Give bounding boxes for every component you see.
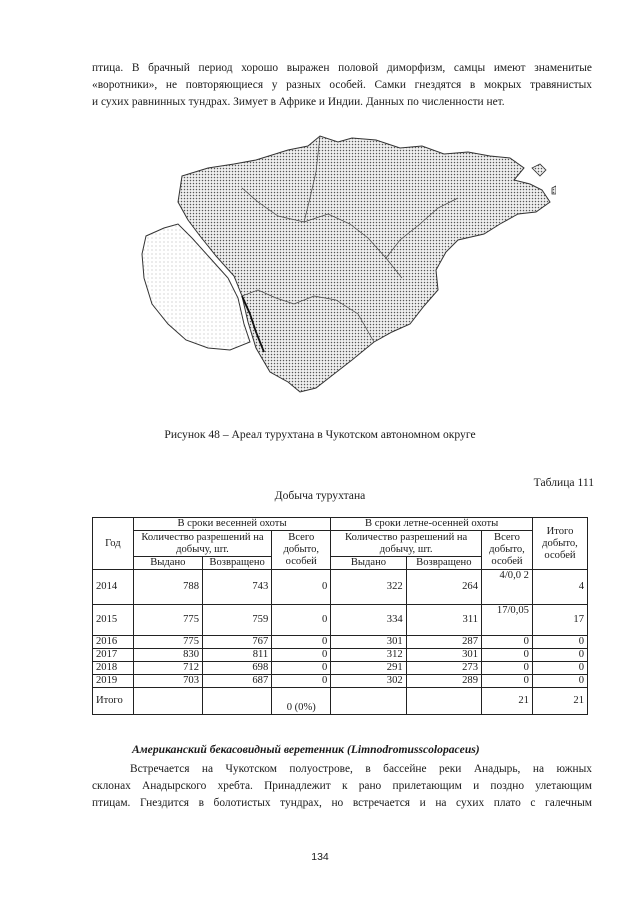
header-year: Год [93, 518, 134, 570]
cell-spring-total: 0 [272, 605, 331, 636]
intro-line: «воротники», не повторяющиеся у разных особей. Самки гнездятся в мокрых травянистых [92, 79, 592, 91]
range-area [178, 136, 550, 392]
table-number: Таблица 111 [533, 476, 594, 489]
cell-year: 2017 [93, 649, 134, 662]
cell-spring-issued: 788 [133, 570, 202, 605]
cell-autumn-issued: 334 [331, 605, 406, 636]
cell-spring-issued: 775 [133, 605, 202, 636]
table-row [93, 636, 588, 649]
cell-empty [202, 688, 271, 715]
cell-autumn-issued: 291 [331, 662, 406, 675]
header-spring-total: Всего добыто, особей [272, 531, 331, 570]
cell-spring-returned: 767 [202, 636, 271, 649]
cell-autumn-returned: 264 [406, 570, 481, 605]
cell-year: 2018 [93, 662, 134, 675]
cell-spring-returned: 743 [202, 570, 271, 605]
intro-line: и сухих равнинных тундрах. Зимует в Африке и Индии. Данных по численности нет. [92, 96, 505, 108]
table-row [93, 675, 588, 688]
cell-spring-issued: 830 [133, 649, 202, 662]
cell-spring-total: 0 [272, 649, 331, 662]
cell-empty [331, 688, 406, 715]
body-line: птицам. Гнездится в болотистых тундрах, но встречается и на сухих плато с галечным [92, 797, 592, 809]
cell-empty [406, 688, 481, 715]
header-spring-permits: Количество разрешений на добычу, шт. [133, 531, 272, 557]
cell-year: 2015 [93, 605, 134, 636]
cell-total-label: Итого [93, 688, 134, 715]
cell-autumn-returned: 311 [406, 605, 481, 636]
cell-autumn-returned: 289 [406, 675, 481, 688]
header-autumn-total: Всего добыто, особей [482, 531, 533, 570]
cell-year: 2019 [93, 675, 134, 688]
cell-autumn-total: 0 [482, 675, 533, 688]
cell-spring-returned: 698 [202, 662, 271, 675]
cell-spring-returned: 687 [202, 675, 271, 688]
cell-spring-returned: 759 [202, 605, 271, 636]
cell-autumn-returned: 273 [406, 662, 481, 675]
table-total-row [93, 688, 588, 715]
cell-spring-returned: 811 [202, 649, 271, 662]
cell-spring-total: 0 [272, 662, 331, 675]
cell-autumn-issued: 302 [331, 675, 406, 688]
header-grand-total: Итого добыто, особей [532, 518, 587, 570]
cell-grand-total: 0 [532, 636, 587, 649]
cell-spring-total: 0 [272, 675, 331, 688]
island [532, 164, 546, 176]
cell-grand-total: 0 [532, 662, 587, 675]
table-row [93, 605, 588, 636]
body-line: Встречается на Чукотском полуострове, в бассейне реки Анадырь, на южных [130, 763, 592, 775]
cell-autumn-total: 21 [482, 688, 533, 715]
header-autumn-issued: Выдано [331, 557, 406, 570]
range-map [138, 128, 556, 398]
header-autumn-permits: Количество разрешений на добычу, шт. [331, 531, 482, 557]
header-autumn-returned: Возвращено [406, 557, 481, 570]
range-map-svg [138, 128, 556, 398]
cell-grand-total: 0 [532, 649, 587, 662]
cell-grand-total: 21 [532, 688, 587, 715]
cell-spring-total: 0 [272, 636, 331, 649]
cell-autumn-returned: 301 [406, 649, 481, 662]
header-autumn: В сроки летне-осенней охоты [331, 518, 533, 531]
table-row [93, 570, 588, 605]
cell-autumn-total: 0 [482, 662, 533, 675]
cell-spring-total: 0 [272, 570, 331, 605]
table-row [93, 649, 588, 662]
cell-grand-total: 17 [532, 605, 587, 636]
cell-grand-total: 4 [532, 570, 587, 605]
header-spring-issued: Выдано [133, 557, 202, 570]
cell-spring-issued: 703 [133, 675, 202, 688]
cell-empty [133, 688, 202, 715]
cell-spring-issued: 712 [133, 662, 202, 675]
harvest-table [92, 517, 588, 715]
section-heading: Американский бекасовидный веретенник (Limnodromusscolopaceus) [132, 743, 480, 756]
header-spring: В сроки весенней охоты [133, 518, 331, 531]
table-title: Добыча турухтана [274, 489, 366, 502]
body-paragraph [92, 761, 592, 812]
cell-autumn-returned: 287 [406, 636, 481, 649]
cell-autumn-issued: 322 [331, 570, 406, 605]
body-line: склонах Анадырского хребта. Принадлежит к рано прилетающим и поздно улетающим [92, 780, 592, 792]
cell-autumn-issued: 301 [331, 636, 406, 649]
cell-autumn-total: 17/0,05 [482, 605, 533, 636]
cell-year: 2016 [93, 636, 134, 649]
cell-autumn-total: 0 [482, 636, 533, 649]
cell-spring-issued: 775 [133, 636, 202, 649]
cell-year: 2014 [93, 570, 134, 605]
table-row [93, 662, 588, 675]
island [552, 186, 556, 194]
cell-grand-total: 0 [532, 675, 587, 688]
header-spring-returned: Возвращено [202, 557, 271, 570]
intro-line: птица. В брачный период хорошо выражен половой диморфизм, самцы имеют знаменитые [92, 62, 592, 74]
cell-autumn-total: 4/0,0 2 [482, 570, 533, 605]
cell-spring-total: 0 (0%) [272, 688, 331, 715]
page-number: 134 [311, 851, 329, 863]
cell-autumn-total: 0 [482, 649, 533, 662]
figure-caption: Рисунок 48 – Ареал турухтана в Чукотском автономном округе [164, 428, 476, 441]
cell-autumn-issued: 312 [331, 649, 406, 662]
intro-paragraph [92, 60, 592, 111]
